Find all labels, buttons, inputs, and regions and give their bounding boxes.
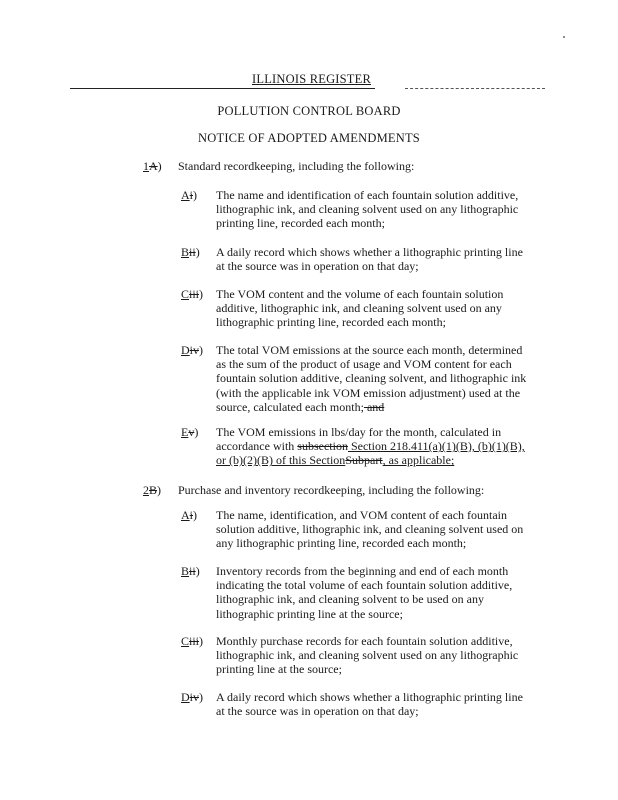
register-title: ILLINOIS REGISTER [252,72,372,86]
section2-label: 2B) [143,483,162,497]
list-item: A daily record which shows whether a lithographic printing line at the source was in operation on that day; [216,245,523,274]
header-rule [70,88,375,89]
list-item: The VOM content and the volume of each fountain solution additive, lithographic ink, and cleaning solvent used on any lithographic printing line, recorded each month; [216,287,504,330]
section2-intro: Purchase and inventory recordkeeping, including the following: [178,483,485,497]
item-label: Ev) [181,425,199,439]
item-label: Div) [181,690,204,704]
notice-title: NOTICE OF ADOPTED AMENDMENTS [198,131,420,145]
board-title: POLLUTION CONTROL BOARD [217,104,401,118]
scan-speck [563,36,565,38]
header-rule-faint [405,88,545,89]
item-label: Ciii) [181,287,204,301]
item-label: Bii) [181,245,200,259]
list-item: Monthly purchase records for each fountain solution additive, lithographic ink, and cleaning solvent used on any lithographic printing line at the source; [216,634,519,677]
list-item: The name and identification of each fountain solution additive, lithographic ink, and cleaning solvent used on any lithographic printing line, recorded each month; [216,188,519,231]
item-label: Bii) [181,564,200,578]
list-item: The name, identification, and VOM content of each fountain solution additive, lithographic ink, and cleaning solvent used on any lithographic printing line, recorded each month; [216,508,524,551]
item-label: Ai) [181,188,198,202]
item-label: Ciii) [181,634,204,648]
list-item: The total VOM emissions at the source each month, determined as the sum of the product of usage and VOM content for each fountain solution additive, cleaning solvent, and lithographic ink (with the applicable ink VOM emission adjustment) used at the source, calculated each month; and [216,343,527,414]
section1-intro: Standard recordkeeping, including the following: [178,159,415,173]
list-item: Inventory records from the beginning and end of each month indicating the total volume of each fountain solution additive, lithographic ink, and cleaning solvent to be used on any lithographic printing line at the source; [216,564,513,621]
list-item: A daily record which shows whether a lithographic printing line at the source was in operation on that day; [216,690,523,719]
list-item: The VOM emissions in lbs/day for the month, calculated in accordance with subsection Section 218.411(a)(1)(B), (b)(1)(B), or (b)(2)(B) of this SectionSubpart, as applicable; [216,425,525,468]
section1-label: 1A) [143,159,162,173]
item-label: Div) [181,343,204,357]
item-label: Ai) [181,508,198,522]
